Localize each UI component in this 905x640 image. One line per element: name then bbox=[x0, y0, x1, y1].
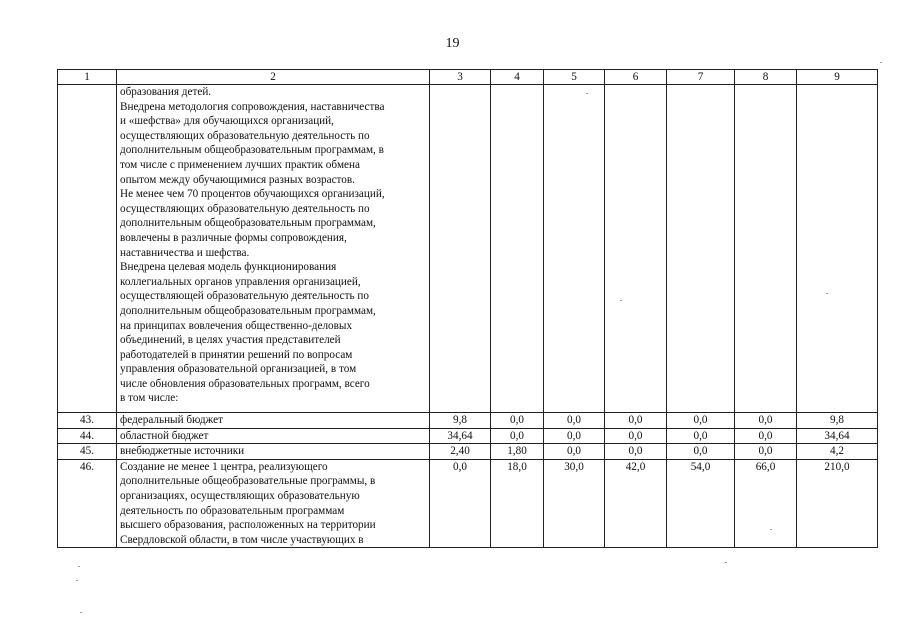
table-row bbox=[58, 444, 878, 460]
value-cell: 0,0 bbox=[605, 444, 667, 460]
table-row-46 bbox=[58, 459, 878, 548]
value-cell: 0,0 bbox=[667, 428, 735, 444]
table-row bbox=[58, 428, 878, 444]
description-line: в том числе: bbox=[120, 392, 179, 405]
description-line: осуществляющей образовательную деятельность по bbox=[120, 290, 369, 303]
description-line: на принципах вовлечения общественно-деловых bbox=[120, 319, 353, 332]
description-line: осуществляющих образовательную деятельность по bbox=[120, 129, 370, 142]
value-cell: 1,80 bbox=[491, 444, 544, 460]
value-cell bbox=[735, 85, 797, 413]
description-line: организациях, осуществляющих образовательную bbox=[120, 489, 360, 502]
description-line: наставничества и шефства. bbox=[120, 246, 250, 259]
description-line: дополнительные общеобразовательные программы, в bbox=[120, 475, 376, 488]
row-label-cell: областной бюджет bbox=[117, 428, 430, 444]
description-line: объединений, в целях участия представителей bbox=[120, 334, 341, 347]
value-cell bbox=[491, 85, 544, 413]
value-cell: 0,0 bbox=[430, 459, 491, 548]
description-line: Внедрена методология сопровождения, наставничества bbox=[120, 100, 385, 113]
value-cell bbox=[430, 85, 491, 413]
row-label-cell: федеральный бюджет bbox=[117, 413, 430, 429]
description-line: Создание не менее 1 центра, реализующего bbox=[120, 460, 328, 473]
value-cell: 18,0 bbox=[491, 459, 544, 548]
description-line: осуществляющих образовательную деятельность по bbox=[120, 202, 370, 215]
description-line: коллегиальных органов управления организацией, bbox=[120, 275, 361, 288]
description-line: управления образовательной организацией, в том bbox=[120, 363, 357, 376]
header-cell: 8 bbox=[735, 70, 797, 85]
description-line: дополнительным общеобразовательным программам, bbox=[120, 217, 376, 230]
value-cell: 0,0 bbox=[605, 413, 667, 429]
value-cell bbox=[544, 85, 605, 413]
scan-speck bbox=[78, 566, 80, 567]
value-cell: 0,0 bbox=[544, 428, 605, 444]
value-cell bbox=[797, 85, 878, 413]
value-cell: 0,0 bbox=[491, 428, 544, 444]
value-cell: 9,8 bbox=[430, 413, 491, 429]
page-number: 19 bbox=[445, 36, 460, 51]
budget-table bbox=[57, 69, 878, 548]
description-line: Не менее чем 70 процентов обучающихся организаций, bbox=[120, 188, 385, 201]
scan-speck bbox=[620, 300, 622, 301]
description-line: Внедрена целевая модель функционирования bbox=[120, 261, 337, 274]
description-line: работодателей в принятии решений по вопросам bbox=[120, 348, 353, 361]
description-line: числе обновления образовательных программ, всего bbox=[120, 377, 370, 390]
scan-speck bbox=[725, 562, 727, 563]
table-row bbox=[58, 413, 878, 429]
table-header-row bbox=[58, 70, 878, 85]
value-cell: 34,64 bbox=[797, 428, 878, 444]
row-label-cell: внебюджетные источники bbox=[117, 444, 430, 460]
scan-speck bbox=[770, 529, 772, 530]
header-cell: 1 bbox=[58, 70, 117, 85]
header-cell: 4 bbox=[491, 70, 544, 85]
value-cell: 0,0 bbox=[735, 444, 797, 460]
header-cell: 6 bbox=[605, 70, 667, 85]
value-cell: 0,0 bbox=[544, 413, 605, 429]
row-number-cell: 46. bbox=[58, 459, 117, 548]
scan-speck bbox=[880, 62, 882, 63]
description-cell bbox=[117, 459, 430, 548]
table-row-continuation bbox=[58, 85, 878, 413]
scan-speck bbox=[586, 93, 588, 94]
value-cell: 0,0 bbox=[544, 444, 605, 460]
description-line: дополнительным общеобразовательным программам, bbox=[120, 304, 376, 317]
description-line: и «шефства» для обучающихся организаций, bbox=[120, 115, 334, 128]
description-line: вовлечены в различные формы сопровождения, bbox=[120, 231, 347, 244]
value-cell: 66,0 bbox=[735, 459, 797, 548]
value-cell: 0,0 bbox=[735, 428, 797, 444]
description-line: том числе с применением лучших практик обмена bbox=[120, 158, 360, 171]
row-number-cell: 43. bbox=[58, 413, 117, 429]
description-line: деятельность по образовательным программам bbox=[120, 504, 345, 517]
value-cell: 2,40 bbox=[430, 444, 491, 460]
value-cell: 0,0 bbox=[491, 413, 544, 429]
value-cell: 54,0 bbox=[667, 459, 735, 548]
header-cell: 2 bbox=[117, 70, 430, 85]
value-cell: 0,0 bbox=[735, 413, 797, 429]
header-cell: 7 bbox=[667, 70, 735, 85]
value-cell: 34,64 bbox=[430, 428, 491, 444]
value-cell: 0,0 bbox=[667, 413, 735, 429]
value-cell: 210,0 bbox=[797, 459, 878, 548]
value-cell: 9,8 bbox=[797, 413, 878, 429]
row-number-cell: 44. bbox=[58, 428, 117, 444]
description-cell bbox=[117, 85, 430, 413]
description-line: Свердловской области, в том числе участвующих в bbox=[120, 533, 364, 546]
value-cell: 30,0 bbox=[544, 459, 605, 548]
description-line: высшего образования, расположенных на территории bbox=[120, 519, 376, 532]
row-number-cell bbox=[58, 85, 117, 413]
scan-speck bbox=[80, 612, 82, 613]
scan-speck bbox=[76, 580, 78, 581]
description-line: опытом между обучающимися разных возрастов. bbox=[120, 173, 355, 186]
header-cell: 9 bbox=[797, 70, 878, 85]
value-cell: 0,0 bbox=[605, 428, 667, 444]
description-line: образования детей. bbox=[120, 86, 212, 98]
value-cell bbox=[667, 85, 735, 413]
scan-speck bbox=[826, 293, 828, 294]
value-cell: 42,0 bbox=[605, 459, 667, 548]
header-cell: 3 bbox=[430, 70, 491, 85]
value-cell: 0,0 bbox=[667, 444, 735, 460]
description-line: дополнительным общеобразовательным программам, в bbox=[120, 144, 384, 157]
value-cell bbox=[605, 85, 667, 413]
value-cell: 4,2 bbox=[797, 444, 878, 460]
row-number-cell: 45. bbox=[58, 444, 117, 460]
header-cell: 5 bbox=[544, 70, 605, 85]
